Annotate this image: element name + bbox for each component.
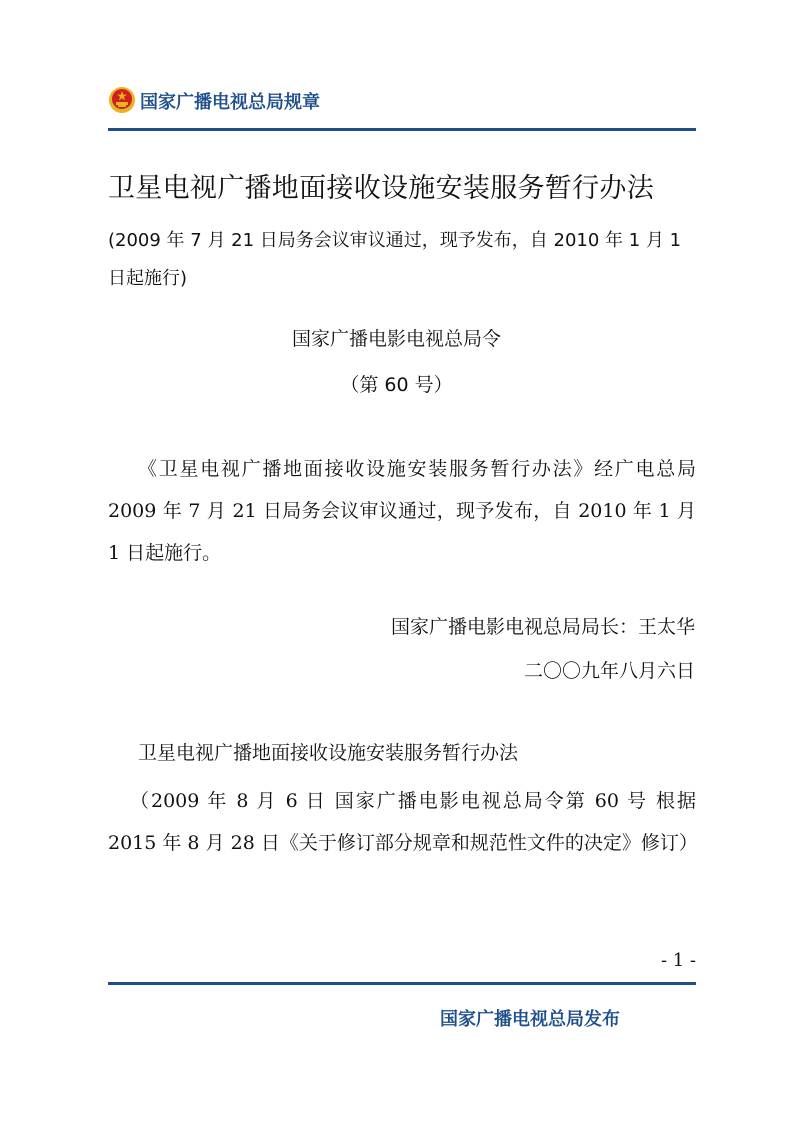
national-emblem-icon [108,86,136,114]
footer-publisher: 国家广播电视总局发布 [440,1009,620,1030]
order-number: （第 60 号） [340,374,453,396]
order-title: 国家广播电影电视总局令 [291,328,501,350]
footer-divider [108,982,696,985]
page-header [108,84,696,120]
header-title: 国家广播电视总局规章 [140,92,320,113]
signature-date: 二〇〇九年八月六日 [523,660,695,682]
page-number: - 1 - [660,950,696,971]
revision-note: （2009 年 8 月 6 日 国家广播电影电视总局令第 60 号 根据 2015 年 8 月 28 日《关于修订部分规章和规范性文件的决定》修订） [108,790,698,854]
body-paragraph: 《卫星电视广播地面接收设施安装服务暂行办法》经广电总局 2009 年 7 月 21 日局务会议审议通过，现予发布，自 2010 年 1 月 1 日起施行。 [108,458,696,564]
header-divider [108,128,696,131]
document-subtitle: 卫星电视广播地面接收设施安装服务暂行办法 [138,742,519,764]
document-title: 卫星电视广播地面接收设施安装服务暂行办法 [108,173,654,204]
signature-line: 国家广播电影电视总局局长：王太华 [390,616,695,638]
document-preamble: (2009 年 7 月 21 日局务会议审议通过，现予发布，自 2010 年 1 月 1 日起施行) [108,230,682,289]
